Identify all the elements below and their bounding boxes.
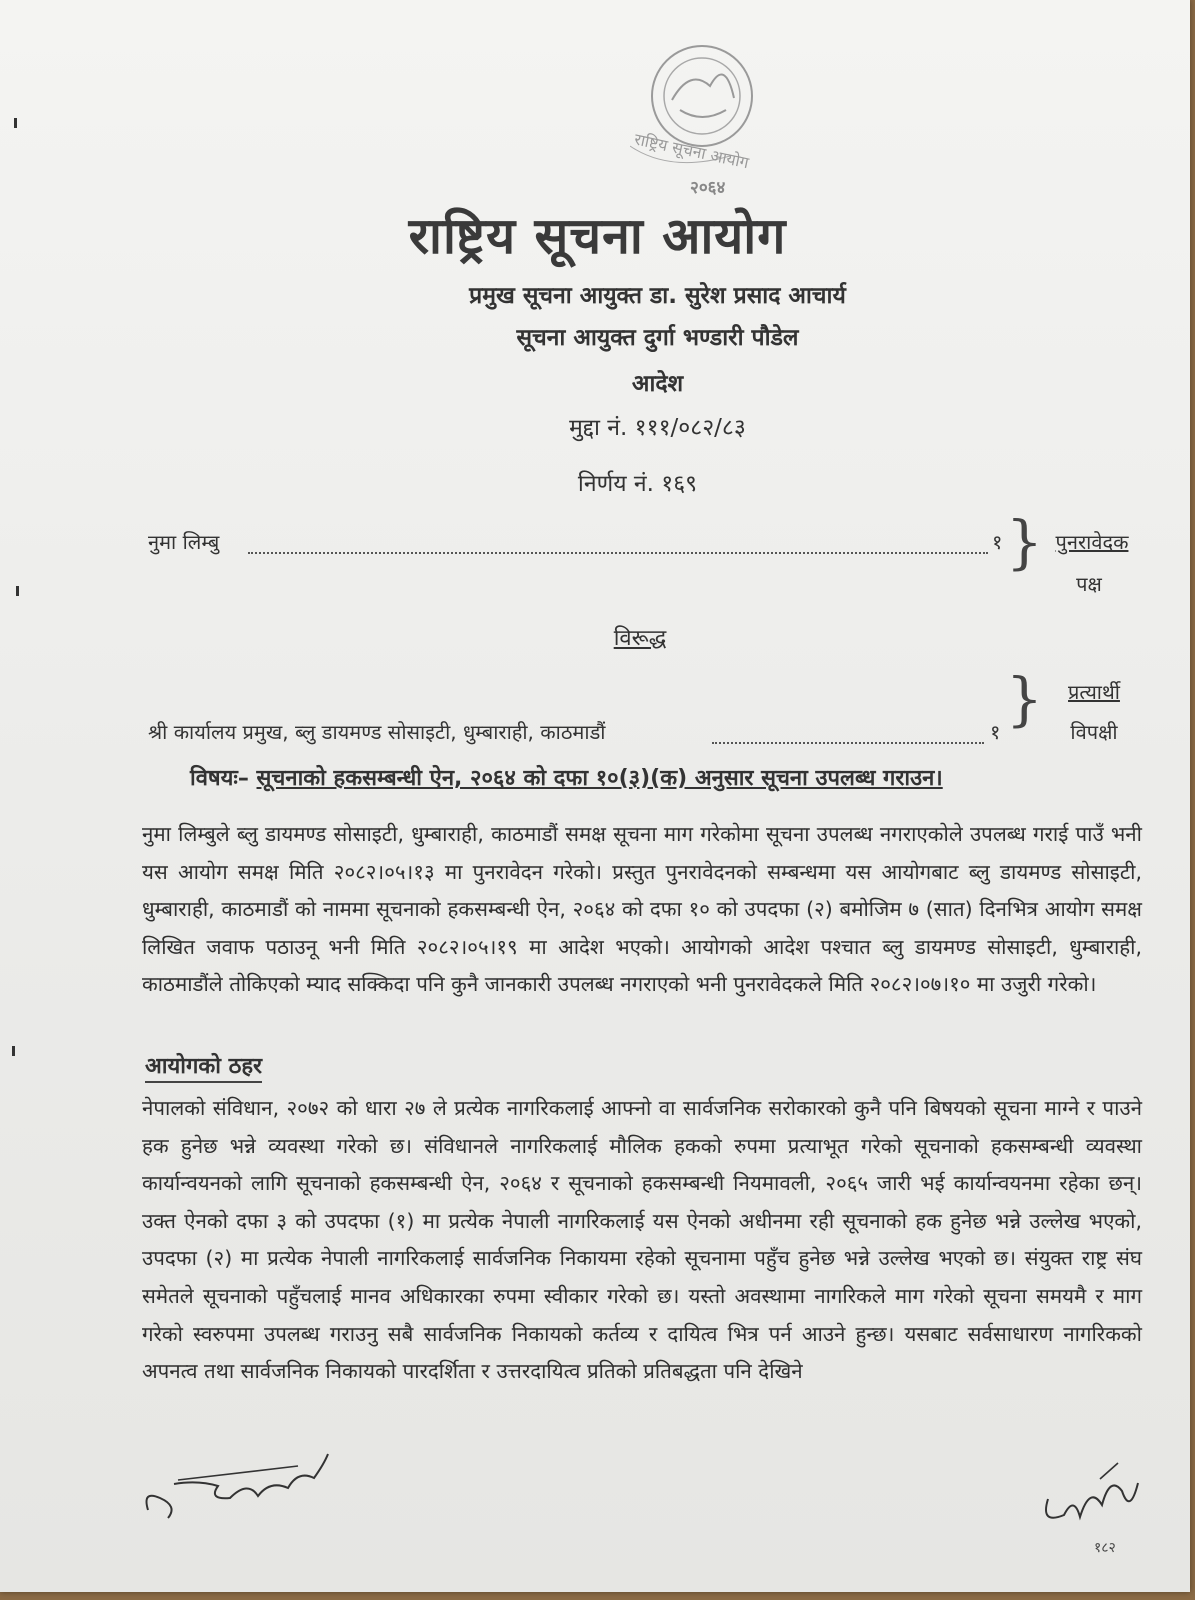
respondent-name: श्री कार्यालय प्रमुख, ब्लु डायमण्ड सोसाइटी, धुम्बाराही, काठमाडौं — [148, 720, 606, 744]
margin-mark — [12, 1046, 15, 1056]
respondent-side: विपक्षी — [1070, 720, 1118, 744]
respondent-dots — [712, 742, 984, 744]
respondent-role: प्रत्यार्थी — [1068, 680, 1120, 704]
appellant-brace: } — [1006, 508, 1043, 576]
facts-paragraph: नुमा लिम्बुले ब्लु डायमण्ड सोसाइटी, धुम्बाराही, काठमाडौं समक्ष सूचना माग गरेकोमा सूचना उपलब्ध नगराएकोले उपलब्ध गराई पाउँ भनी यस आयोग समक्ष मिति २०८२।०५।१३ मा पुनरावेदन गरेको। प्रस्तुत पुनरावेदनको सम्बन्धमा यस आयोगबाट ब्लु डायमण्ड सोसाइटी, धुम्बाराही, काठमाडौं को नाममा सूचनाको हकसम्बन्धी ऐन, २०६४ को दफा १० को उपदफा (२) बमोजिम ७ (सात) दिनभित्र आयोग समक्ष लिखित जवाफ पठाउनू भनी मिति २०८२।०५।१९ मा आदेश भएको। आयोगको आदेश पश्चात ब्लु डायमण्ड सोसाइटी, धुम्बाराही, काठमाडौंले तोकिएको म्याद सक्किदा पनि कुनै जानकारी उपलब्ध नगराएको भनी पुनरावेदकले मिति २०८२।०७।१० मा उजुरी गरेको। — [142, 822, 1142, 997]
chief-commissioner: प्रमुख सूचना आयुक्त डा. सुरेश प्रसाद आचार्य — [469, 283, 846, 309]
versus-label: विरूद्ध — [613, 626, 667, 651]
section-heading: आयोगको ठहर — [145, 1050, 262, 1083]
decision-number: निर्णय नं. १६९ — [577, 471, 698, 497]
commissioner: सूचना आयुक्त दुर्गा भण्डारी पौडेल — [516, 325, 799, 351]
seal-emblem-icon — [630, 28, 790, 178]
margin-mark — [16, 586, 19, 596]
margin-mark — [14, 118, 17, 128]
seal-year: २०६४ — [690, 178, 726, 198]
appellant-name: नुमा लिम्बु — [148, 530, 220, 554]
right-signature-icon — [1030, 1455, 1150, 1565]
left-signature-icon — [138, 1440, 338, 1530]
subject-text: सूचनाको हकसम्बन्धी ऐन, २०६४ को दफा १०(३)(क) अनुसार सूचना उपलब्ध गराउन। — [256, 766, 943, 791]
appellant-dots — [248, 552, 988, 554]
subject-line — [190, 762, 943, 792]
order-label: आदेश — [631, 371, 684, 397]
subject-label: विषयः– — [190, 766, 257, 791]
appellant-count: १ — [992, 530, 1003, 554]
page-title: राष्ट्रिय सूचना आयोग — [408, 206, 787, 265]
appellant-role: पुनरावेदक — [1055, 530, 1129, 554]
respondent-count: १ — [990, 720, 1001, 744]
respondent-brace: } — [1006, 665, 1043, 733]
svg-text:राष्ट्रिय सूचना आयोग: राष्ट्रिय सूचना आयोग — [632, 129, 751, 173]
appellant-side: पक्ष — [1076, 572, 1102, 596]
findings-paragraph: नेपालको संविधान, २०७२ को धारा २७ ले प्रत्येक नागरिकलाई आफ्नो वा सार्वजनिक सरोकारको कुनै पनि बिषयको सूचना माग्ने र पाउने हक हुनेछ भन्ने व्यवस्था गरेको छ। संविधानले नागरिकलाई मौलिक हकको रुपमा प्रत्याभूत गरेको सूचनाको हकसम्बन्धी व्यवस्था कार्यान्वयनको लागि सूचनाको हकसम्बन्धी ऐन, २०६४ र सूचनाको हकसम्बन्धी नियमावली, २०६५ जारी भई कार्यान्वयनमा रहेका छन्। उक्त ऐनको दफा ३ को उपदफा (१) मा प्रत्येक नेपाली नागरिकलाई यस ऐनको अधीनमा रही सूचनाको हक हुनेछ भन्ने उल्लेख भएको, उपदफा (२) मा प्रत्येक नेपाली नागरिकलाई सार्वजनिक निकायमा रहेको सूचनामा पहुँच हुनेछ भन्ने उल्लेख भएको छ। संयुक्त राष्ट्र संघ समेतले सूचनाको पहुँचलाई मानव अधिकारका रुपमा स्वीकार गरेको छ। यस्तो अवस्थामा नागरिकले माग गरेको सूचना समयमै र माग गरेको स्वरुपमा उपलब्ध गराउनु सबै सार्वजनिक निकायको कर्तव्य र दायित्व भित्र पर्न आउने हुन्छ। यसबाट सर्वसाधारण नागरिकको अपनत्व तथा सार्वजनिक निकायको पारदर्शिता र उत्तरदायित्व प्रतिको प्रतिबद्धता पनि देखिने — [142, 1096, 1142, 1384]
case-number: मुद्दा नं. १११/०८२/८३ — [569, 415, 746, 441]
page-number: १८२ — [1094, 1540, 1116, 1556]
